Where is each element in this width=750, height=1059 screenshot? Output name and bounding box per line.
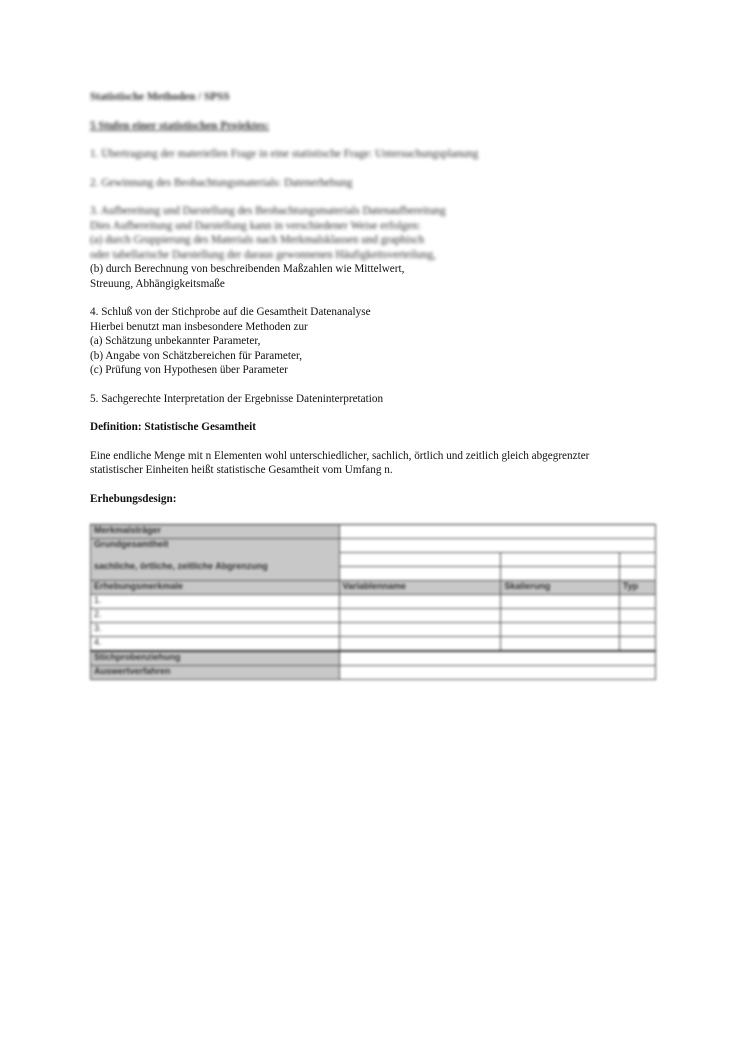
item-cell	[619, 637, 655, 652]
cell-stichprobe	[339, 651, 656, 666]
item-row-label: 2.	[91, 609, 340, 623]
document-subtitle: 5 Stufen einer statistischen Projektes:	[90, 119, 270, 132]
step-1: 1. Übertragung der materiellen Frage in eine statistische Frage: Untersuchungsplanung	[90, 148, 479, 160]
cell-abgrenzung-4	[339, 567, 501, 581]
document-body	[90, 90, 660, 506]
step-3-line-6: Streuung, Abhängigkeitsmaße	[90, 277, 225, 290]
item-cell	[501, 609, 619, 623]
definition-text-line-1: Eine endliche Menge mit n Elementen wohl unterschiedlicher, sachlich, örtlich und zeitlich gleich abgegrenzter	[90, 449, 590, 462]
item-cell	[339, 623, 501, 637]
row-label-merkmalstraeger: Merkmalsträger	[91, 525, 340, 539]
cell-abgrenzung-6	[619, 567, 655, 581]
step-3-line-3: (a) durch Gruppierung des Materials nach Merkmalsklassen und graphisch	[90, 234, 425, 246]
col-header-skalierung: Skalierung	[501, 581, 619, 595]
cell-abgrenzung-1	[339, 553, 501, 567]
cell-abgrenzung-3	[619, 553, 655, 567]
row-label-erhebungsmerkmale: Erhebungsmerkmale	[91, 581, 340, 595]
item-cell	[339, 637, 501, 652]
cell-auswertung	[339, 666, 656, 680]
row-label-auswertung: Auswertverfahren	[91, 666, 340, 680]
item-cell	[339, 609, 501, 623]
step-4-line-4: (b) Angabe von Schätzbereichen für Parameter,	[90, 349, 303, 362]
step-4-line-2: Hierbei benutzt man insbesondere Methoden zur	[90, 320, 308, 333]
item-cell	[501, 637, 619, 652]
row-label-grundgesamtheit	[91, 539, 340, 581]
step-5: 5. Sachgerechte Interpretation der Ergebnisse Dateninterpretation	[90, 392, 384, 405]
item-cell	[619, 609, 655, 623]
step-3-line-2: Dies Aufbereitung und Darstellung kann in verschiedener Weise erfolgen:	[90, 219, 421, 232]
item-cell	[619, 595, 655, 609]
row-label-stichprobe: Stichprobenziehung	[91, 651, 340, 666]
step-4-line-5: (c) Prüfung von Hypothesen über Parameter	[90, 364, 288, 376]
cell-grundgesamtheit	[339, 539, 656, 553]
item-row-label: 4.	[91, 637, 340, 652]
item-cell	[501, 623, 619, 637]
item-row-label: 1.	[91, 595, 340, 609]
col-header-variablenname: Variablenname	[339, 581, 501, 595]
item-cell	[501, 595, 619, 609]
step-4-line-3: (a) Schätzung unbekannter Parameter,	[90, 335, 261, 347]
design-heading: Erhebungsdesign:	[90, 492, 177, 505]
step-3-line-5: (b) durch Berechnung von beschreibenden Maßzahlen wie Mittelwert,	[90, 263, 405, 275]
step-3-line-4: oder tabellarische Darstellung der daraus gewonnenen Häufigkeitsverteilung,	[90, 248, 436, 261]
grundgesamtheit-label: Grundgesamtheit	[94, 539, 169, 549]
cell-merkmalstraeger	[339, 525, 656, 539]
definition-text-line-2: statistischer Einheiten heißt statistische Gesamtheit vom Umfang n.	[90, 464, 393, 476]
design-table	[90, 524, 656, 680]
item-cell	[619, 623, 655, 637]
step-2: 2. Gewinnung des Beobachtungsmaterials: Datenerhebung	[90, 176, 353, 189]
cell-abgrenzung-5	[501, 567, 619, 581]
col-header-typ: Typ	[619, 581, 655, 595]
document-title: Statistische Methoden / SPSS	[90, 91, 230, 103]
step-3-line-1: 3. Aufbereitung und Darstellung des Beobachtungsmaterials Datenaufbereitung	[90, 205, 446, 217]
item-row-label: 3.	[91, 623, 340, 637]
item-cell	[339, 595, 501, 609]
cell-abgrenzung-2	[501, 553, 619, 567]
step-4-line-1: 4. Schluß von der Stichprobe auf die Gesamtheit Datenanalyse	[90, 306, 371, 318]
abgrenzung-label: sachliche, örtliche, zeitliche Abgrenzung	[94, 561, 268, 571]
definition-heading: Definition: Statistische Gesamtheit	[90, 421, 256, 433]
